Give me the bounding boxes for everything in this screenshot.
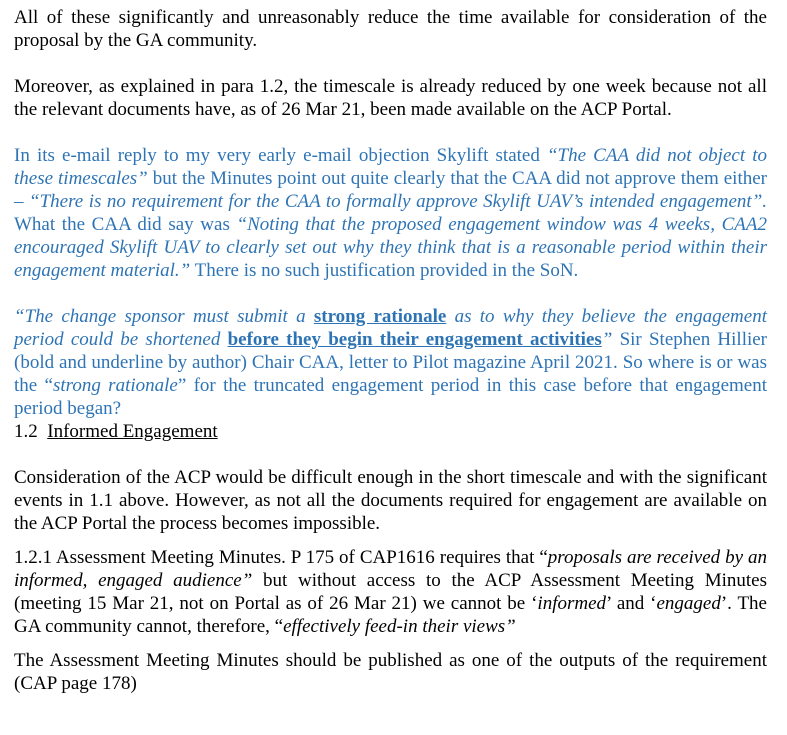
- section-number: 1.2: [14, 421, 38, 442]
- quote-run: effectively feed-in their views”: [283, 616, 516, 637]
- text-run: Sir Stephen Hillier (bold and underline by author) Chair CAA, letter to Pilot magazine April 2021. So where is or was the “: [14, 329, 768, 396]
- quote-run: proposals are received by an informed, engaged audience”: [14, 547, 767, 591]
- quote-run: “There is no requirement for the CAA to formally approve Skylift UAV’s intended engagement”.: [29, 191, 768, 212]
- paragraph-skylift-email: [14, 144, 767, 282]
- bold-underline-before-engagement: before they begin their engagement activities: [227, 329, 602, 350]
- quote-run: “The change sponsor must submit a: [14, 306, 314, 327]
- text-run: ’ and ‘: [606, 593, 657, 614]
- quote-run: informed: [537, 593, 607, 614]
- text-run: What the CAA did say was: [14, 214, 237, 235]
- text-run: but without access to the ACP Assessment Meeting Minutes (meeting 15 Mar 21, not on Portal as of 26 Mar 21) we cannot be ‘: [14, 570, 768, 614]
- text-run: ” for the truncated engagement period in this case before that engagement period began?: [14, 375, 767, 419]
- text-run: There is no such justification provided in the SoN.: [190, 260, 579, 281]
- section-heading: [14, 420, 767, 443]
- quote-run: ”: [601, 329, 613, 350]
- text-run: In its e-mail reply to my very early e-mail objection Skylift stated: [14, 145, 547, 166]
- text-run: ’. The GA community cannot, therefore, “: [14, 593, 767, 637]
- paragraph-publish-minutes: The Assessment Meeting Minutes should be published as one of the outputs of the requirement (CAP page 178): [14, 650, 767, 694]
- quote-run: as to why they believe the engagement period could be shortened: [14, 306, 767, 350]
- text-run: but the Minutes point out quite clearly that the CAA did not approve them either –: [14, 168, 767, 212]
- document-page: [14, 6, 767, 695]
- quote-run: “Noting that the proposed engagement window was 4 weeks, CAA2 encouraged Skylift UAV to clearly set out why they think that is a reasonable period within their engagement material.”: [14, 214, 767, 281]
- quote-run: “The CAA did not object to these timescales”: [14, 145, 768, 189]
- quote-run: engaged: [656, 593, 721, 614]
- paragraph-time-reduction: All of these significantly and unreasonably reduce the time available for consideration of the proposal by the GA community.: [14, 7, 767, 51]
- paragraph-assessment-minutes: [14, 546, 767, 638]
- text-run: 1.2.1 Assessment Meeting Minutes. P 175 of CAP1616 requires that “: [14, 547, 548, 568]
- paragraph-consideration: Consideration of the ACP would be difficult enough in the short timescale and with the significant events in 1.1 above. However, as not all the documents required for engagement are available on the ACP Portal the process becomes impossible.: [14, 467, 767, 534]
- bold-underline-strong-rationale: strong rationale: [313, 306, 447, 327]
- section-title: Informed Engagement: [47, 421, 218, 442]
- quote-run: strong rationale: [52, 375, 178, 396]
- paragraph-timescale-reduced: Moreover, as explained in para 1.2, the timescale is already reduced by one week because not all the relevant documents have, as of 26 Mar 21, been made available on the ACP Portal.: [14, 76, 767, 120]
- paragraph-strong-rationale: [14, 305, 767, 420]
